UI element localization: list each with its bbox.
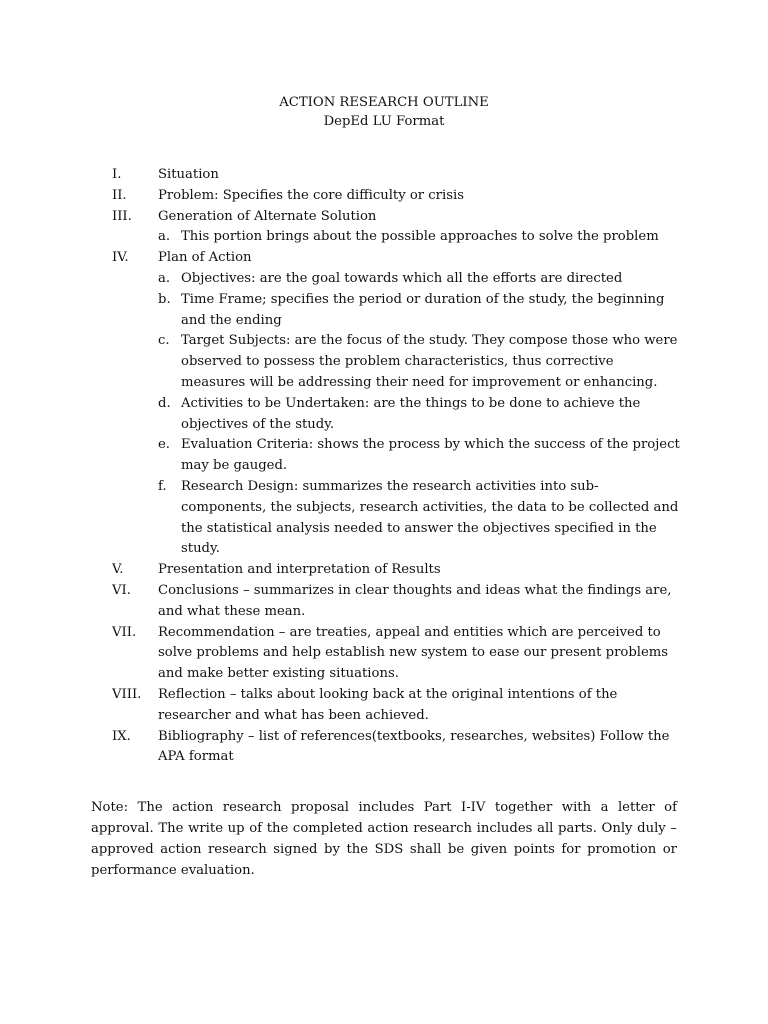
sub-item-letter: c.	[158, 333, 170, 349]
item-text: Reflection – talks about looking back at the original intentions of the researcher and what has been achieved.	[158, 686, 618, 723]
sub-item-letter: e.	[158, 437, 170, 453]
sub-item-target-subjects	[158, 331, 682, 393]
sub-item-text: This portion brings about the possible approaches to solve the problem	[181, 229, 659, 245]
outline-item-reflection	[112, 685, 682, 727]
sub-item-text: Time Frame; specifies the period or duration of the study, the beginning and the ending	[181, 291, 665, 328]
outline-item-alternate-solution	[112, 207, 682, 249]
outline-item-situation	[112, 165, 682, 186]
sub-item-objectives	[158, 269, 682, 290]
sub-item-text: Objectives: are the goal towards which all the efforts are directed	[181, 270, 623, 286]
sub-item-time-frame	[158, 290, 682, 332]
item-numeral: VIII.	[112, 686, 142, 702]
sub-item-letter: a.	[158, 270, 171, 286]
item-text: Presentation and interpretation of Results	[158, 562, 441, 578]
sub-item-activities	[158, 394, 682, 436]
sub-item-evaluation-criteria	[158, 435, 682, 477]
item-numeral: VI.	[112, 582, 131, 598]
item-numeral: I.	[112, 167, 122, 182]
sub-item-letter: f.	[158, 478, 167, 494]
item-text: Generation of Alternate Solution	[158, 208, 377, 224]
sub-item-letter: a.	[158, 229, 171, 245]
outline-list	[112, 165, 682, 768]
document-title: ACTION RESEARCH OUTLINE	[279, 95, 489, 110]
document-title-block	[0, 93, 768, 131]
sub-item	[158, 227, 682, 248]
sub-item-text: Activities to be Undertaken: are the things to be done to achieve the objectives of the study.	[181, 395, 641, 432]
sub-item-letter: d.	[158, 395, 171, 411]
item-numeral: III.	[112, 208, 132, 224]
item-text: Situation	[158, 167, 219, 182]
sub-item-text: Evaluation Criteria: shows the process by which the success of the project may be gauged.	[181, 437, 680, 474]
note-paragraph: Note: The action research proposal includes Part I-IV together with a letter of approval. The write up of the completed action research includes all parts. Only duly – approved action research signed by the SDS shall be given points for promotion or performance evaluation.	[91, 800, 677, 878]
item-text: Plan of Action	[158, 250, 252, 266]
document-subtitle: DepEd LU Format	[323, 114, 445, 129]
item-text: Recommendation – are treaties, appeal and entities which are perceived to solve problems and help establish new system to ease our present problems and make better existing situations.	[158, 624, 669, 682]
outline-item-plan-of-action	[112, 248, 682, 560]
outline-item-recommendation	[112, 623, 682, 685]
outline-item-bibliography	[112, 727, 682, 769]
item-numeral: II.	[112, 187, 127, 203]
item-numeral: VII.	[112, 624, 137, 640]
sub-item-text: Target Subjects: are the focus of the study. They compose those who were observed to possess the problem characteristics, thus corrective measures will be addressing their need for improvement or enhancing.	[181, 333, 678, 390]
item-numeral: IV.	[112, 250, 129, 266]
outline-item-problem	[112, 186, 682, 207]
sub-item-letter: b.	[158, 291, 171, 307]
item-text: Conclusions – summarizes in clear thoughts and ideas what the findings are, and what these mean.	[158, 582, 672, 619]
item-text: Bibliography – list of references(textbooks, researches, websites) Follow the APA format	[158, 728, 670, 765]
item-numeral: V.	[112, 562, 124, 578]
sub-item-text: Research Design: summarizes the research activities into sub-components, the subjects, research activities, the data to be collected and the statistical analysis needed to answer the objectives specified in the study.	[181, 478, 679, 557]
outline-item-conclusions	[112, 581, 682, 623]
item-numeral: IX.	[112, 728, 131, 744]
item-text: Problem: Specifies the core difficulty or crisis	[158, 187, 464, 203]
sub-item-research-design	[158, 477, 682, 560]
outline-item-presentation	[112, 560, 682, 581]
